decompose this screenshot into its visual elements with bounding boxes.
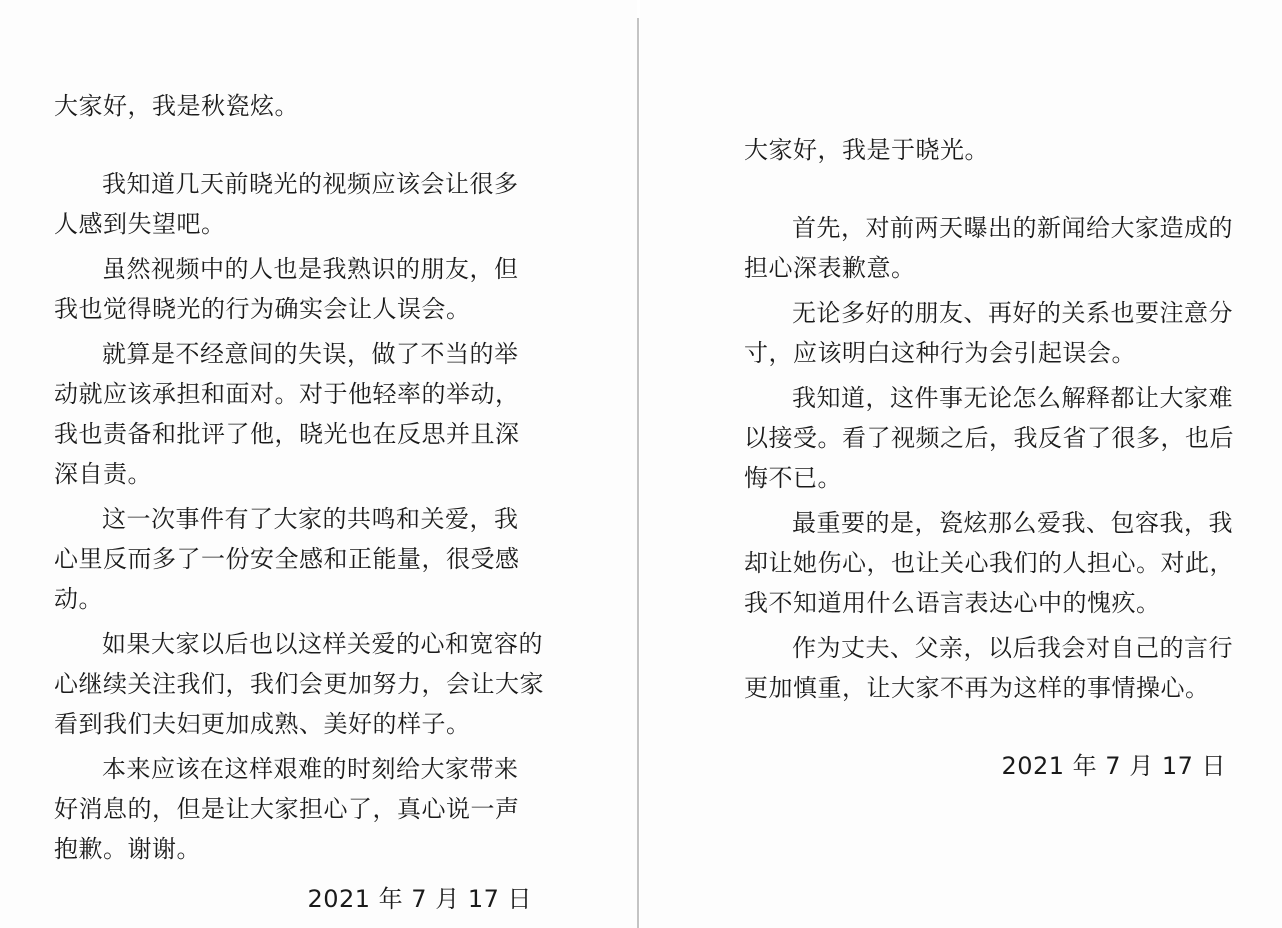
left-paragraphs	[54, 164, 544, 869]
right-paragraph: 首先，对前两天曝出的新闻给大家造成的担心深表歉意。	[744, 214, 1233, 282]
left-paragraph: 这一次事件有了大家的共鸣和关爱，我心里反而多了一份安全感和正能量，很受感动。	[54, 505, 520, 613]
left-paragraph: 就算是不经意间的失误，做了不当的举动就应该承担和面对。对于他轻率的举动，我也责备和批评了他，晓光也在反思并且深深自责。	[54, 340, 520, 488]
right-letter	[744, 130, 1236, 786]
left-paragraph: 如果大家以后也以这样关爱的心和宽容的心继续关注我们，我们会更加努力，会让大家看到我们夫妇更加成熟、美好的样子。	[54, 630, 544, 738]
right-greeting: 大家好，我是于晓光。	[744, 136, 989, 164]
left-letter	[54, 86, 544, 919]
right-paragraph: 我知道，这件事无论怎么解释都让大家难以接受。看了视频之后，我反省了很多，也后悔不已。	[744, 384, 1234, 492]
left-date: 2021 年 7 月 17 日	[307, 885, 532, 913]
right-date: 2021 年 7 月 17 日	[1001, 752, 1226, 780]
left-greeting: 大家好，我是秋瓷炫。	[54, 92, 299, 120]
left-paragraph: 本来应该在这样艰难的时刻给大家带来好消息的，但是让大家担心了，真心说一声抱歉。谢谢。	[54, 755, 520, 863]
right-paragraph: 作为丈夫、父亲，以后我会对自己的言行更加慎重，让大家不再为这样的事情操心。	[744, 634, 1233, 702]
right-paragraphs	[744, 208, 1236, 708]
left-paragraph: 我知道几天前晓光的视频应该会让很多人感到失望吧。	[54, 170, 519, 238]
page-divider	[637, 18, 639, 928]
left-paragraph: 虽然视频中的人也是我熟识的朋友，但我也觉得晓光的行为确实会让人误会。	[54, 255, 519, 323]
right-paragraph: 无论多好的朋友、再好的关系也要注意分寸，应该明白这种行为会引起误会。	[744, 299, 1233, 367]
right-paragraph: 最重要的是，瓷炫那么爱我、包容我，我却让她伤心，也让关心我们的人担心。对此，我不知道用什么语言表达心中的愧疚。	[744, 509, 1234, 617]
